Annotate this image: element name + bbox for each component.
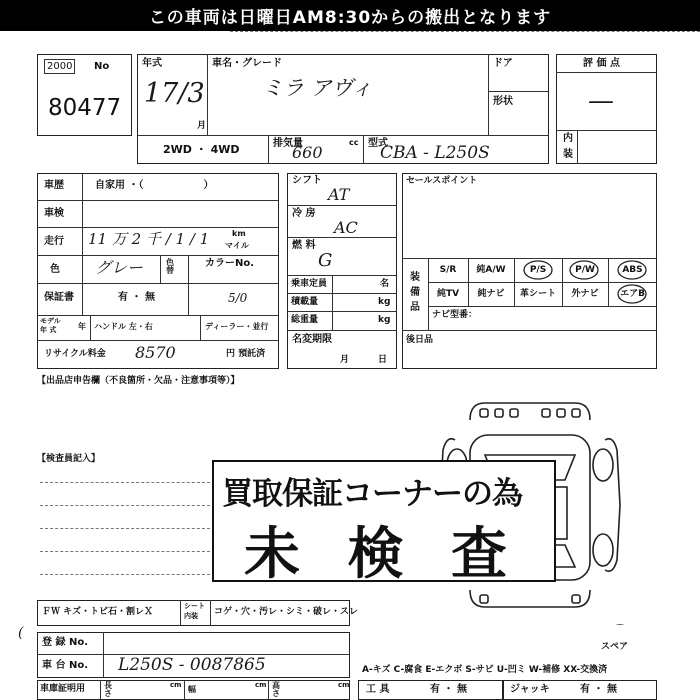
garage-width-label: 幅 (188, 685, 196, 694)
circle-abs-mark (618, 261, 646, 279)
garage-length-label: 長さ (104, 681, 112, 698)
displacement-unit: cc (349, 138, 359, 147)
jack-value: 有 ・ 無 (580, 684, 617, 695)
drive-label: 2WD ・ 4WD (163, 143, 240, 156)
history-label: 車歴 (44, 180, 64, 191)
load-unit: kg (378, 297, 391, 307)
lot-number: 80477 (48, 95, 122, 121)
front-light-left (480, 409, 488, 417)
year-value: 17/3 (144, 78, 205, 109)
later-items-label: 後日品 (406, 335, 434, 345)
interior-label-bottom: 装 (563, 149, 573, 160)
mileage-value: 11 万 2 千 / 1 / 1 (88, 230, 210, 248)
door-label: ドア (493, 58, 513, 69)
model-year-label: モデル (40, 317, 61, 325)
gross-unit: kg (378, 315, 391, 325)
warranty-note: 5/0 (228, 291, 248, 305)
name-change-label: 名変期限 (292, 334, 332, 345)
jack-label: ジャッキ (510, 684, 550, 695)
inspector-note-header: 【検査員記入】 (37, 454, 101, 464)
shift-label: シフト (292, 175, 322, 186)
equipment-label: 装備品 (410, 272, 420, 313)
equipment-item: 純ナビ (477, 289, 505, 299)
recycle-unit: 円 預託済 (226, 349, 266, 359)
navi-model-label: ナビ型番： (432, 310, 478, 320)
circle-ps-mark (524, 261, 552, 279)
equipment-item: エアB (620, 289, 645, 299)
color-value: グレー (95, 258, 144, 277)
model-label: 型式 (368, 138, 388, 149)
name-grade-label: 車名・グレード (212, 58, 282, 69)
stray-mark: ( (18, 625, 24, 641)
equipment-item: 外ナビ (571, 289, 599, 299)
front-light-right (572, 409, 580, 417)
exhibitor-note-header: 【出品店申告欄（不良箇所・欠品・注意事項等）】 (37, 376, 240, 386)
name-change-month: 月 (340, 355, 350, 365)
mileage-unit-km: km (232, 229, 246, 238)
garage-cm3: cm (338, 681, 350, 689)
wheel-front-right (593, 449, 613, 481)
ac-label: 冷 房 (292, 208, 316, 219)
inspection-label: 車検 (44, 208, 64, 219)
registration-label: 登 録 No. (42, 637, 89, 648)
shift-value: AT (328, 185, 350, 204)
sales-point-label: セールスポイント (406, 176, 478, 186)
equipment-item: P/W (575, 265, 595, 275)
dealer-label: ディーラー・並行 (205, 322, 269, 331)
chassis-label: 車 台 No. (42, 660, 89, 671)
lot-label: No (94, 61, 110, 72)
ac-value: AC (334, 218, 358, 237)
model-value: CBA - L250S (380, 143, 490, 163)
stamp-line2: 未 検 査 (244, 522, 521, 587)
seat-label2: 内装 (184, 612, 198, 620)
circle-airbag-mark (618, 285, 646, 303)
equipment-circles (428, 258, 657, 306)
fuel-label: 燃 料 (292, 240, 316, 251)
color-no-label: カラーNo. (205, 258, 255, 269)
displacement-label: 排気量 (273, 138, 303, 149)
year-label: 年式 (142, 58, 162, 69)
garage-height-label: 高さ (272, 681, 280, 698)
tools-label: 工 具 (366, 684, 390, 695)
fuel-value: G (318, 250, 333, 271)
model-year-label2: 年 式 (40, 326, 57, 334)
name-change-day: 日 (378, 355, 388, 365)
spare-label: スペア (601, 642, 629, 652)
seat-codes: コゲ・穴・汚レ・シミ・破レ・スレ (214, 607, 359, 617)
gross-label: 総重量 (291, 315, 319, 325)
model-year-unit: 年 (78, 322, 86, 331)
equipment-item: 純A/W (476, 265, 506, 275)
handle-label: ハンドル 左・右 (94, 322, 153, 331)
grade-label: 評 価 点 (583, 58, 620, 69)
wheel-rear-right (593, 534, 613, 566)
warranty-value: 有 ・ 無 (118, 292, 155, 303)
equipment-item: ABS (622, 265, 643, 275)
cut-edge (230, 31, 700, 37)
garage-label: 車庫証明用 (40, 684, 86, 694)
damage-legend: A-キズ C-腐食 E-エクボ S-サビ U-凹ミ W-補修 XX-交換済 (362, 665, 608, 675)
recycle-value: 8570 (135, 343, 176, 362)
lot-prefix: 2000 (44, 59, 75, 74)
garage-cm2: cm (255, 681, 267, 689)
equipment-item: S/R (439, 265, 457, 275)
tools-value: 有 ・ 無 (430, 684, 467, 695)
vehicle-name: ミラ アヴィ (262, 76, 373, 100)
seat-label: シート (184, 602, 205, 610)
capacity-unit: 名 (380, 279, 390, 289)
pickup-notice-banner: この車両は日曜日AM8:30からの搬出となります (0, 0, 700, 31)
equipment-grid (428, 258, 657, 330)
equipment-item: P/S (529, 265, 547, 275)
equipment-item: 革シート (519, 289, 556, 299)
mileage-label: 走行 (44, 236, 64, 247)
equipment-item: 純TV (436, 289, 460, 299)
shape-label: 形状 (493, 96, 513, 107)
displacement-value: 660 (292, 143, 323, 162)
stamp-line1: 買取保証コーナーの為 (222, 476, 522, 512)
recycle-label: リサイクル料金 (44, 349, 106, 359)
grade-value: — (588, 86, 614, 116)
garage-cm1: cm (170, 681, 182, 689)
fw-codes: ＦＷ キズ・トビ石・割レＸ (42, 607, 153, 617)
color-label: 色 (50, 264, 60, 275)
load-label: 積載量 (291, 297, 319, 307)
repaint-label: 色替 (166, 258, 174, 275)
mileage-unit-mile: マイル (225, 241, 249, 250)
circle-pw-mark (570, 261, 598, 279)
year-month: 月 (197, 121, 207, 131)
history-value: 自家用 ・（ ） (95, 180, 214, 191)
chassis-value: L250S - 0087865 (118, 655, 266, 675)
interior-label-top: 内 (563, 133, 573, 144)
warranty-label: 保証書 (44, 292, 74, 303)
capacity-label: 乗車定員 (291, 279, 328, 289)
not-inspected-stamp (212, 460, 556, 587)
